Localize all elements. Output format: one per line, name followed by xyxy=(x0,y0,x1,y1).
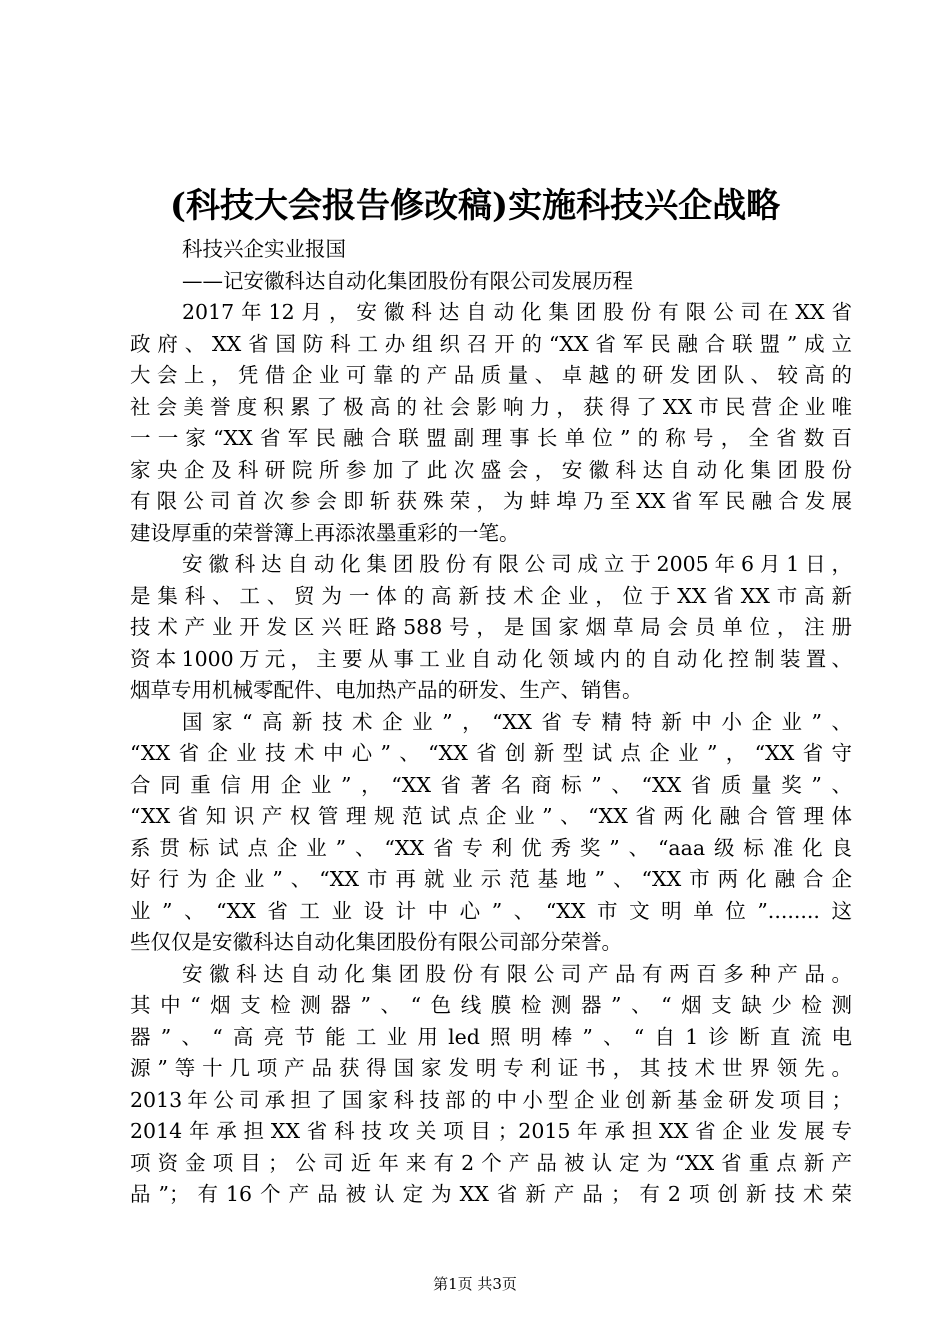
paragraph-line: 合同重信用企业”，“XX省著名商标”、“XX省质量奖”、 xyxy=(130,772,852,797)
document-body xyxy=(130,234,852,1211)
paragraph-line: 系贯标试点企业”、“XX省专利优秀奖”、“aaa级标准化良 xyxy=(130,835,852,860)
paragraph-line: 烟草专用机械零配件、电加热产品的研发、生产、销售。 xyxy=(130,678,643,702)
paragraph-line: 业”、“XX省工业设计中心”、“XX市文明单位”........这 xyxy=(130,898,852,923)
paragraph-line: 其中“烟支检测器”、“色线膜检测器”、“烟支缺少检测 xyxy=(130,993,852,1017)
subtitle-line: 科技兴企实业报国 xyxy=(182,237,346,261)
paragraph-line: 安徽科达自动化集团股份有限公司产品有两百多种产品。 xyxy=(182,961,852,986)
paragraph-line: 器”、“高亮节能工业用led照明棒”、“自1诊断直流电 xyxy=(130,1024,852,1049)
paragraph-line: 建设厚重的荣誉簿上再添浓墨重彩的一笔。 xyxy=(130,520,520,545)
paragraph-line: 些仅仅是安徽科达自动化集团股份有限公司部分荣誉。 xyxy=(130,930,622,954)
paragraph-line: 社会美誉度积累了极高的社会影响力，获得了XX市民营企业唯 xyxy=(130,394,852,419)
paragraph-line: 2014年承担XX省科技攻关项目；2015年承担XX省企业发展专 xyxy=(130,1119,852,1143)
page-footer: 第1页 共3页 xyxy=(433,1275,517,1293)
paragraph-line: 是集科、工、贸为一体的高新技术企业，位于XX省XX市高新 xyxy=(130,583,852,608)
paragraph-line: “XX省企业技术中心”、“XX省创新型试点企业”，“XX省守 xyxy=(130,741,852,765)
paragraph-line: 2017年12月，安徽科达自动化集团股份有限公司在XX省 xyxy=(182,300,852,324)
paragraph-line: 2013年公司承担了国家科技部的中小型企业创新基金研发项目； xyxy=(130,1087,852,1112)
paragraph-line: 国家“高新技术企业”，“XX省专精特新中小企业”、 xyxy=(182,709,852,734)
paragraph-line: 项资金项目；公司近年来有2个产品被认定为“XX省重点新产 xyxy=(130,1150,852,1175)
paragraph-line: 安徽科达自动化集团股份有限公司成立于2005年6月1日， xyxy=(182,552,852,576)
paragraph-line: “XX省知识产权管理规范试点企业”、“XX省两化融合管理体 xyxy=(130,804,852,828)
subtitle-line: ——记安徽科达自动化集团股份有限公司发展历程 xyxy=(182,268,633,293)
document-title: (科技大会报告修改稿)实施科技兴企战略 xyxy=(169,186,781,226)
paragraph-line: 源”等十几项产品获得国家发明专利证书，其技术世界领先。 xyxy=(130,1056,852,1080)
paragraph-line: 好行为企业”、“XX市再就业示范基地”、“XX市两化融合企 xyxy=(130,867,852,891)
paragraph-line: 资本1000万元，主要从事工业自动化领域内的自动化控制装置、 xyxy=(130,646,852,671)
paragraph-line: 有限公司首次参会即斩获殊荣，为蚌埠乃至XX省军民融合发展 xyxy=(130,489,852,513)
paragraph-line: 技术产业开发区兴旺路588号，是国家烟草局会员单位，注册 xyxy=(130,615,852,639)
paragraph-line: 大会上，凭借企业可靠的产品质量、卓越的研发团队、较高的 xyxy=(130,363,852,387)
paragraph-line: 一一家“XX省军民融合联盟副理事长单位”的称号，全省数百 xyxy=(130,426,852,450)
paragraph-line: 家央企及科研院所参加了此次盛会，安徽科达自动化集团股份 xyxy=(130,457,852,482)
paragraph-line: 政府、XX省国防科工办组织召开的“XX省军民融合联盟”成立 xyxy=(130,331,852,356)
paragraph-line: 品”；有16个产品被认定为XX省新产品；有2项创新技术荣 xyxy=(130,1182,852,1206)
